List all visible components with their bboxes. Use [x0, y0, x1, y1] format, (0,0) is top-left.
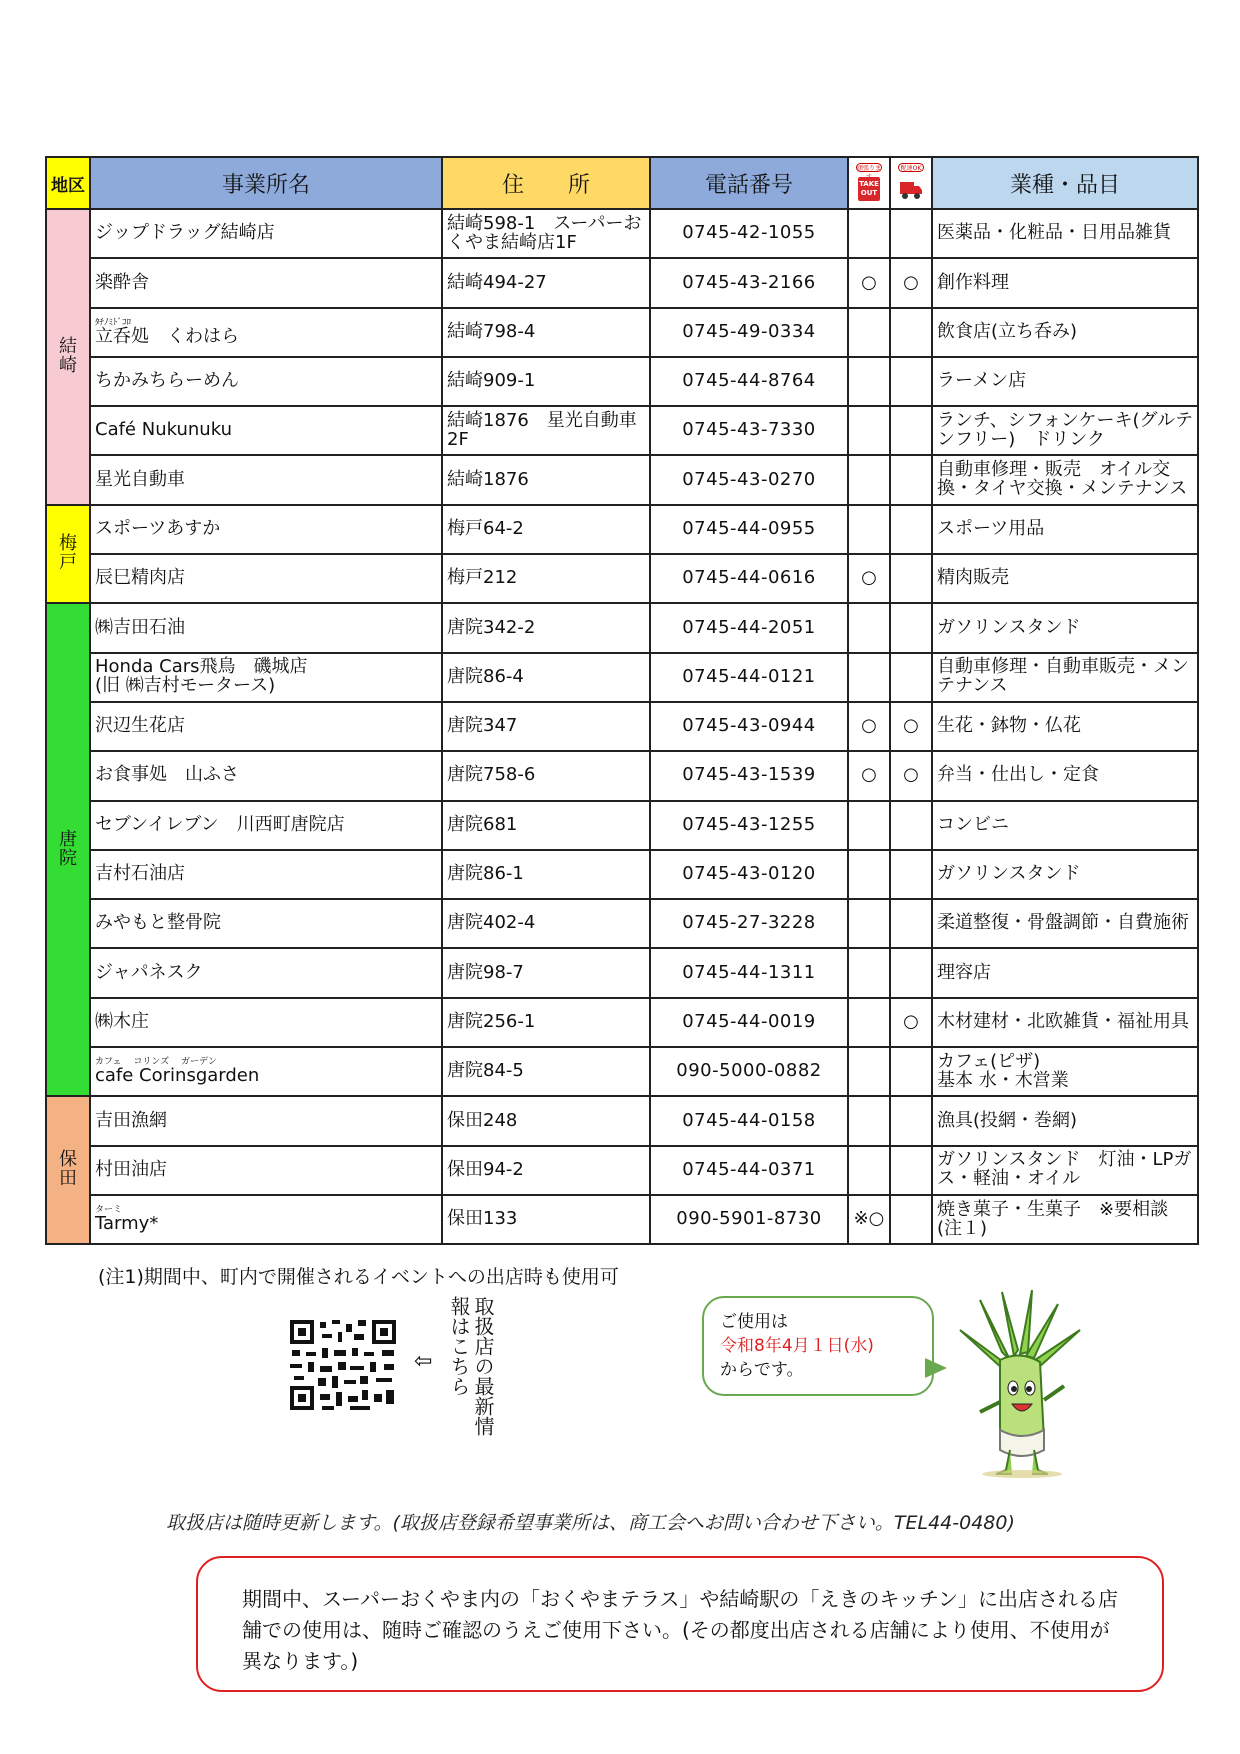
speech-line3: からです。 [720, 1360, 804, 1380]
shop-tel: 0745-44-0616 [650, 554, 848, 603]
shop-name-text: 吉田漁網 [95, 1109, 167, 1131]
table-row [46, 603, 1198, 652]
delivery-mark [890, 1146, 932, 1195]
takeout-mark [848, 850, 890, 899]
delivery-mark [890, 801, 932, 850]
shop-name-text: スポーツあすか [95, 517, 221, 539]
speech-bubble [702, 1296, 934, 1396]
delivery-mark: ○ [890, 258, 932, 307]
table-row [46, 258, 1198, 307]
shop-tel: 0745-49-0334 [650, 308, 848, 357]
takeout-mark [848, 406, 890, 455]
shop-tel: 0745-44-0121 [650, 653, 848, 702]
shop-name [90, 998, 442, 1047]
takeout-bag: TAKE OUT [858, 177, 880, 201]
shop-address: 結崎598-1 スーパーおくやま結崎店1F [442, 209, 650, 258]
shop-category: 創作料理 [932, 258, 1198, 307]
shop-address: 結崎1876 [442, 455, 650, 504]
shop-name-ruby: ターミ [95, 1205, 123, 1216]
shop-name-text: ちかみちらーめん [95, 370, 239, 392]
truck-icon [899, 177, 923, 201]
shop-tel: 0745-27-3228 [650, 899, 848, 948]
shop-address: 唐院256-1 [442, 998, 650, 1047]
shop-name-text: Honda Cars飛鳥 磯城店 (旧 ㈱吉村モータース) [95, 656, 308, 697]
shop-name [90, 603, 442, 652]
shop-category: 木材建材・北欧雑貨・福祉用具 [932, 998, 1198, 1047]
qr-guide-text: 取扱店の最新情報はこちら [447, 1296, 495, 1436]
shop-name [90, 554, 442, 603]
table-row [46, 948, 1198, 997]
shop-name-ruby: ﾀﾁﾉﾐﾄﾞｺﾛ [95, 317, 132, 328]
shop-category: ランチ、シフォンケーキ(グルテンフリー) ドリンク [932, 406, 1198, 455]
table-row [46, 209, 1198, 258]
shop-name [90, 505, 442, 554]
shop-tel: 0745-44-1311 [650, 948, 848, 997]
shop-name [90, 406, 442, 455]
shop-address: 梅戸64-2 [442, 505, 650, 554]
speech-line1: ご使用は [720, 1312, 788, 1332]
header-name: 事業所名 [90, 157, 442, 209]
delivery-tag: 配達OK [898, 163, 924, 172]
takeout-mark [848, 801, 890, 850]
table-row [46, 801, 1198, 850]
shop-address: 結崎798-4 [442, 308, 650, 357]
shop-address: 唐院681 [442, 801, 650, 850]
table-row [46, 1096, 1198, 1145]
takeout-mark: ○ [848, 751, 890, 800]
table-row [46, 899, 1198, 948]
shop-address: 唐院342-2 [442, 603, 650, 652]
shop-name-text: ㈱吉田石油 [95, 616, 185, 638]
shop-address: 唐院347 [442, 702, 650, 751]
shop-category: カフェ(ピザ) 基本 水・木営業 [932, 1047, 1198, 1096]
shop-address: 保田133 [442, 1195, 650, 1244]
table-row [46, 1146, 1198, 1195]
takeout-mark [848, 603, 890, 652]
shop-name [90, 899, 442, 948]
shop-tel: 0745-44-0371 [650, 1146, 848, 1195]
shop-address: 唐院98-7 [442, 948, 650, 997]
delivery-mark [890, 850, 932, 899]
region-label: 保 田 [46, 1096, 90, 1244]
delivery-mark [890, 1047, 932, 1096]
shop-category: 焼き菓子・生菓子 ※要相談(注１) [932, 1195, 1198, 1244]
shop-address: 唐院86-1 [442, 850, 650, 899]
takeout-mark [848, 1047, 890, 1096]
shop-address: 保田248 [442, 1096, 650, 1145]
shop-category: 生花・鉢物・仏花 [932, 702, 1198, 751]
shop-tel: 090-5000-0882 [650, 1047, 848, 1096]
shop-name [90, 702, 442, 751]
mascot-illustration [940, 1290, 1090, 1480]
shop-name [90, 948, 442, 997]
shop-category: 弁当・仕出し・定食 [932, 751, 1198, 800]
takeout-mark: ○ [848, 554, 890, 603]
delivery-mark: ○ [890, 751, 932, 800]
table-row [46, 455, 1198, 504]
delivery-icon [898, 163, 924, 203]
shop-name-text: お食事処 山ふさ [95, 764, 239, 786]
shop-name-text: ジップドラッグ結崎店 [95, 222, 275, 244]
takeout-mark [848, 998, 890, 1047]
shop-table [45, 156, 1199, 1245]
takeout-mark [848, 899, 890, 948]
delivery-mark [890, 948, 932, 997]
table-row [46, 406, 1198, 455]
delivery-mark [890, 505, 932, 554]
shop-name [90, 751, 442, 800]
delivery-mark: ○ [890, 702, 932, 751]
shop-tel: 0745-43-1539 [650, 751, 848, 800]
shop-tel: 0745-44-2051 [650, 603, 848, 652]
shop-name [90, 1096, 442, 1145]
delivery-mark [890, 603, 932, 652]
shop-name-text: 立呑処 くわはら [95, 325, 239, 347]
shop-tel: 0745-43-0270 [650, 455, 848, 504]
shop-category: 精肉販売 [932, 554, 1198, 603]
shop-category: 漁具(投網・巻網) [932, 1096, 1198, 1145]
delivery-mark [890, 308, 932, 357]
takeout-mark [848, 1146, 890, 1195]
shop-name [90, 1195, 442, 1244]
shop-name-text: 沢辺生花店 [95, 715, 185, 737]
delivery-mark [890, 357, 932, 406]
takeout-mark [848, 1096, 890, 1145]
shop-name [90, 455, 442, 504]
table-row [46, 751, 1198, 800]
shop-address: 唐院758-6 [442, 751, 650, 800]
footnote: (注1)期間中、町内で開催されるイベントへの出店時も使用可 [98, 1266, 619, 1288]
takeout-mark [848, 455, 890, 504]
shop-name [90, 308, 442, 357]
shop-tel: 0745-43-0944 [650, 702, 848, 751]
shop-name-text: セブンイレブン 川西町唐院店 [95, 813, 345, 835]
header-category: 業種・品目 [932, 157, 1198, 209]
delivery-mark [890, 1096, 932, 1145]
shop-tel: 0745-43-0120 [650, 850, 848, 899]
arrow-left-icon: ⇦ [414, 1349, 433, 1374]
shop-name [90, 209, 442, 258]
table-row [46, 554, 1198, 603]
shop-category: 理容店 [932, 948, 1198, 997]
takeout-mark [848, 653, 890, 702]
shop-category: 医薬品・化粧品・日用品雑貨 [932, 209, 1198, 258]
shop-name-text: Tarmy* [95, 1213, 159, 1235]
qr-code[interactable] [288, 1318, 398, 1412]
shop-tel: 0745-44-0158 [650, 1096, 848, 1145]
table-row [46, 1195, 1198, 1244]
table-row [46, 653, 1198, 702]
delivery-mark [890, 554, 932, 603]
shop-name-text: 吉村石油店 [95, 863, 185, 885]
takeout-mark [848, 209, 890, 258]
shop-address: 梅戸212 [442, 554, 650, 603]
shop-tel: 0745-43-2166 [650, 258, 848, 307]
shop-name-text: 楽酔舎 [95, 271, 149, 293]
shop-name-text: cafe Corinsgarden [95, 1065, 260, 1087]
shop-name-text: 辰巳精肉店 [95, 567, 185, 589]
header-region: 地区 [46, 157, 90, 209]
shop-address: 結崎1876 星光自動車2F [442, 406, 650, 455]
header-address: 住 所 [442, 157, 650, 209]
delivery-mark [890, 406, 932, 455]
shop-category: 柔道整復・骨盤調節・自費施術 [932, 899, 1198, 948]
table-body [46, 209, 1198, 1244]
shop-name [90, 1146, 442, 1195]
region-label: 唐 院 [46, 603, 90, 1096]
shop-tel: 0745-44-8764 [650, 357, 848, 406]
shop-name-text: 星光自動車 [95, 468, 185, 490]
shop-tel: 0745-43-7330 [650, 406, 848, 455]
shop-name [90, 357, 442, 406]
table-row [46, 1047, 1198, 1096]
shop-category: ガソリンスタンド 灯油・LPガス・軽油・オイル [932, 1146, 1198, 1195]
shop-address: 結崎909-1 [442, 357, 650, 406]
takeout-mark [848, 948, 890, 997]
table-row [46, 505, 1198, 554]
shop-tel: 0745-43-1255 [650, 801, 848, 850]
header-tel: 電話番号 [650, 157, 848, 209]
shop-name-ruby: カフェ コリンズ ガーデン [95, 1057, 217, 1068]
table-row [46, 308, 1198, 357]
region-label: 結 崎 [46, 209, 90, 505]
shop-address: 唐院84-5 [442, 1047, 650, 1096]
shop-address: 唐院402-4 [442, 899, 650, 948]
shop-category: 自動車修理・販売 オイル交換・タイヤ交換・メンテナンス [932, 455, 1198, 504]
table-row [46, 702, 1198, 751]
takeout-tag: 頑張りま [857, 165, 882, 172]
notice-box: 期間中、スーパーおくやま内の「おくやまテラス」や結崎駅の「えきのキッチン」に出店される店舗での使用は、随時ご確認のうえご使用下さい。(その都度出店される店舗により使用、不使用が異なります。) [196, 1556, 1164, 1692]
header-delivery [890, 157, 932, 209]
delivery-mark [890, 899, 932, 948]
table-row [46, 357, 1198, 406]
delivery-mark: ○ [890, 998, 932, 1047]
update-note: 取扱店は随時更新します。(取扱店登録希望事業所は、商工会へお問い合わせ下さい。TEL44-0480) [166, 1512, 1015, 1534]
takeout-mark: ○ [848, 702, 890, 751]
shop-category: 自動車修理・自動車販売・メンテナンス [932, 653, 1198, 702]
table-row [46, 998, 1198, 1047]
takeout-mark [848, 357, 890, 406]
region-label: 梅 戸 [46, 505, 90, 604]
shop-name-text: ジャパネスク [95, 961, 203, 983]
shop-tel: 090-5901-8730 [650, 1195, 848, 1244]
shop-name-text: ㈱木庄 [95, 1010, 149, 1032]
shop-name [90, 1047, 442, 1096]
shop-address: 保田94-2 [442, 1146, 650, 1195]
table-row [46, 850, 1198, 899]
shop-category: ガソリンスタンド [932, 603, 1198, 652]
shop-name-text: みやもと整骨院 [95, 912, 221, 934]
shop-address: 結崎494-27 [442, 258, 650, 307]
delivery-mark [890, 455, 932, 504]
delivery-mark [890, 1195, 932, 1244]
shop-name-text: 村田油店 [95, 1158, 167, 1180]
takeout-mark: ○ [848, 258, 890, 307]
delivery-mark [890, 653, 932, 702]
shop-name [90, 258, 442, 307]
shop-category: コンビニ [932, 801, 1198, 850]
takeout-icon [856, 163, 882, 203]
shop-tel: 0745-44-0019 [650, 998, 848, 1047]
header-takeout [848, 157, 890, 209]
takeout-mark: ※○ [848, 1195, 890, 1244]
takeout-mark [848, 308, 890, 357]
takeout-mark [848, 505, 890, 554]
shop-category: 飲食店(立ち呑み) [932, 308, 1198, 357]
shop-category: スポーツ用品 [932, 505, 1198, 554]
shop-category: ガソリンスタンド [932, 850, 1198, 899]
shop-tel: 0745-44-0955 [650, 505, 848, 554]
shop-name-text: Café Nukunuku [95, 419, 232, 441]
shop-name [90, 801, 442, 850]
shop-tel: 0745-42-1055 [650, 209, 848, 258]
table-header-row [46, 157, 1198, 209]
delivery-mark [890, 209, 932, 258]
shop-name [90, 850, 442, 899]
shop-category: ラーメン店 [932, 357, 1198, 406]
speech-date: 令和8年4月１日(水) [720, 1336, 874, 1356]
shop-name [90, 653, 442, 702]
shop-address: 唐院86-4 [442, 653, 650, 702]
